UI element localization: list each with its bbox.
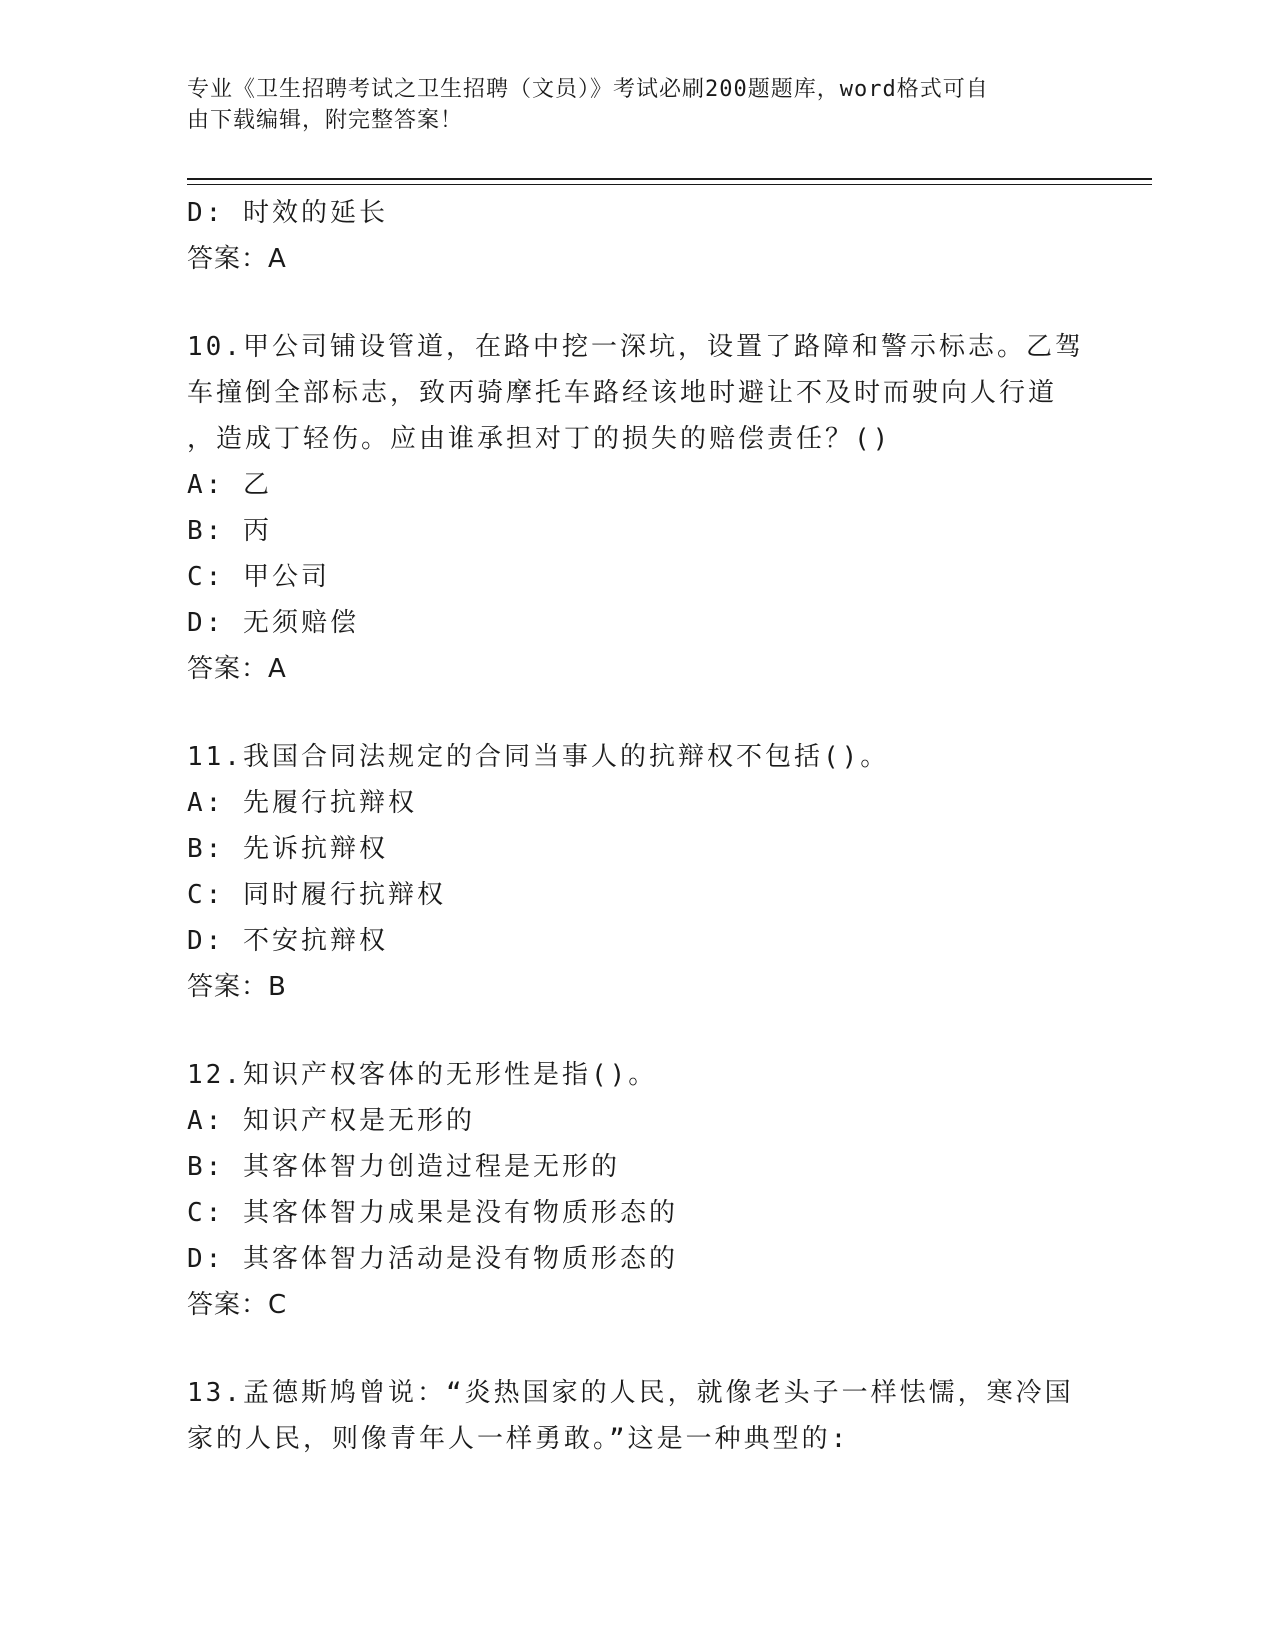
- option-a: A: 知识产权是无形的: [187, 1106, 475, 1136]
- option-c: C: 其客体智力成果是没有物质形态的: [187, 1198, 678, 1228]
- option-d: D: 无须赔偿: [187, 608, 359, 638]
- spacer: [187, 692, 1087, 734]
- option-d: D: 不安抗辩权: [187, 926, 388, 956]
- question-stem: 11.我国合同法规定的合同当事人的抗辩权不包括()。: [187, 742, 890, 772]
- question-13: [187, 1370, 1087, 1462]
- answer: 答案：A: [187, 244, 287, 274]
- question-stem: 10.甲公司铺设管道，在路中挖一深坑，设置了路障和警示标志。乙驾: [187, 332, 1084, 362]
- question-list: [187, 190, 1087, 1462]
- header-line-2: 由下载编辑，附完整答案！: [187, 108, 464, 133]
- option-a: A: 先履行抗辩权: [187, 788, 417, 818]
- spacer: [187, 282, 1087, 324]
- option-c: C: 同时履行抗辩权: [187, 880, 446, 910]
- answer: 答案：A: [187, 654, 287, 684]
- question-stem: 车撞倒全部标志，致丙骑摩托车路经该地时避让不及时而驶向人行道: [187, 378, 1058, 408]
- option-b: B: 其客体智力创造过程是无形的: [187, 1152, 620, 1182]
- option-d: D: 时效的延长: [187, 198, 388, 228]
- question-stem: 家的人民，则像青年人一样勇敢。”这是一种典型的:: [187, 1424, 850, 1454]
- spacer: [187, 1010, 1087, 1052]
- question-stem: 13.孟德斯鸠曾说：“炎热国家的人民，就像老头子一样怯懦，寒冷国: [187, 1378, 1074, 1408]
- header-divider-thick: [187, 178, 1152, 180]
- answer: 答案：C: [187, 1290, 288, 1320]
- option-b: B: 丙: [187, 516, 272, 546]
- answer: 答案：B: [187, 972, 287, 1002]
- question-12: [187, 1052, 1087, 1328]
- header-line-1: 专业《卫生招聘考试之卫生招聘（文员）》考试必刷200题题库，word格式可自: [187, 77, 989, 102]
- option-a: A: 乙: [187, 470, 272, 500]
- option-d: D: 其客体智力活动是没有物质形态的: [187, 1244, 678, 1274]
- option-b: B: 先诉抗辩权: [187, 834, 388, 864]
- header-divider-thin: [187, 184, 1152, 185]
- option-c: C: 甲公司: [187, 562, 330, 592]
- question-10: [187, 324, 1087, 692]
- question-9-tail: [187, 190, 1087, 282]
- question-11: [187, 734, 1087, 1010]
- spacer: [187, 1328, 1087, 1370]
- document-header: [187, 74, 1067, 136]
- question-stem: 12.知识产权客体的无形性是指()。: [187, 1060, 658, 1090]
- question-stem: ，造成丁轻伤。应由谁承担对丁的损失的赔偿责任？(): [187, 424, 892, 454]
